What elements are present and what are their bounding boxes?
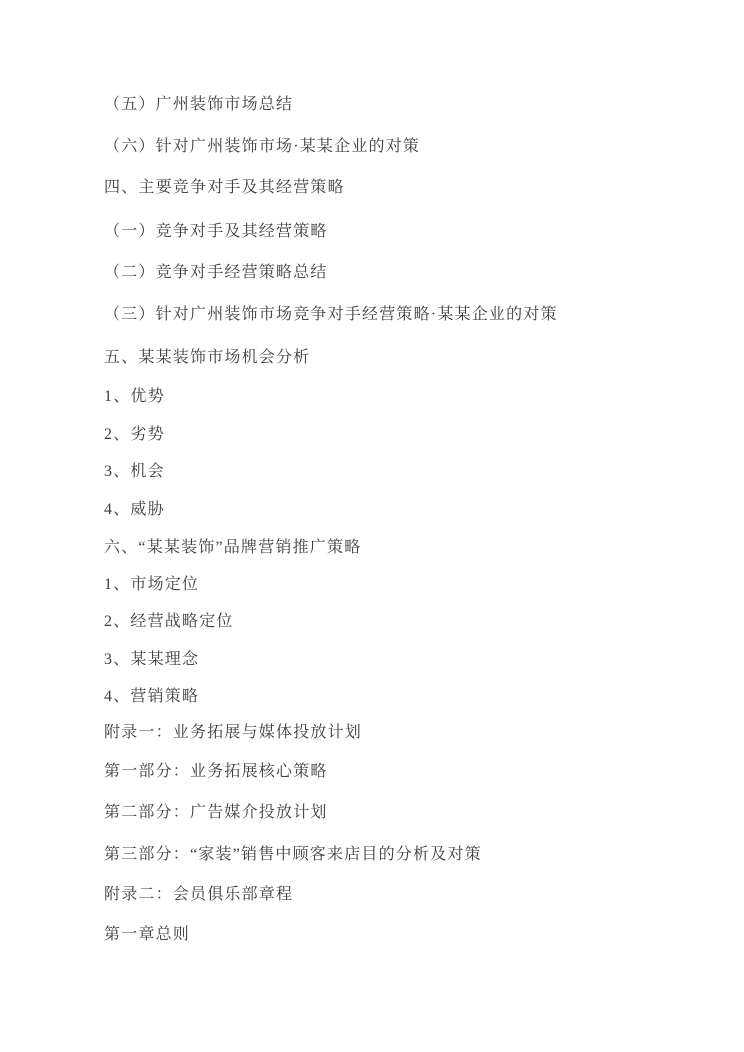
toc-entry: 1、市场定位 [104, 576, 200, 593]
toc-entry: 2、经营战略定位 [104, 613, 234, 630]
toc-entry: 第一部分：业务拓展核心策略 [104, 763, 328, 780]
toc-entry: 第二部分：广告媒介投放计划 [104, 804, 328, 821]
toc-entry: 附录一：业务拓展与媒体投放计划 [104, 724, 363, 741]
toc-entry: 3、某某理念 [104, 651, 200, 668]
toc-entry: 附录二：会员俱乐部章程 [104, 886, 294, 903]
toc-entry: 4、威胁 [104, 501, 165, 518]
toc-entry: 2、劣势 [104, 426, 165, 443]
toc-entry: 3、机会 [104, 463, 165, 480]
toc-entry: 四、主要竞争对手及其经营策略 [104, 179, 345, 196]
toc-entry: （五）广州装饰市场总结 [104, 96, 294, 113]
toc-entry: 4、营销策略 [104, 688, 200, 705]
toc-entry: （一）竞争对手及其经营策略 [104, 223, 328, 240]
toc-entry: 第一章总则 [104, 926, 191, 943]
toc-entry: 第三部分：“家装”销售中顾客来店目的分析及对策 [104, 846, 482, 863]
toc-entry: 五、某某装饰市场机会分析 [104, 349, 311, 366]
toc-entry: 六、“某某装饰”品牌营销推广策略 [104, 539, 362, 556]
toc-entry: （二）竞争对手经营策略总结 [104, 264, 328, 281]
toc-entry: 1、优势 [104, 388, 165, 405]
toc-entry: （三）针对广州装饰市场竞争对手经营策略·某某企业的对策 [104, 306, 558, 323]
toc-entry: （六）针对广州装饰市场·某某企业的对策 [104, 138, 421, 155]
